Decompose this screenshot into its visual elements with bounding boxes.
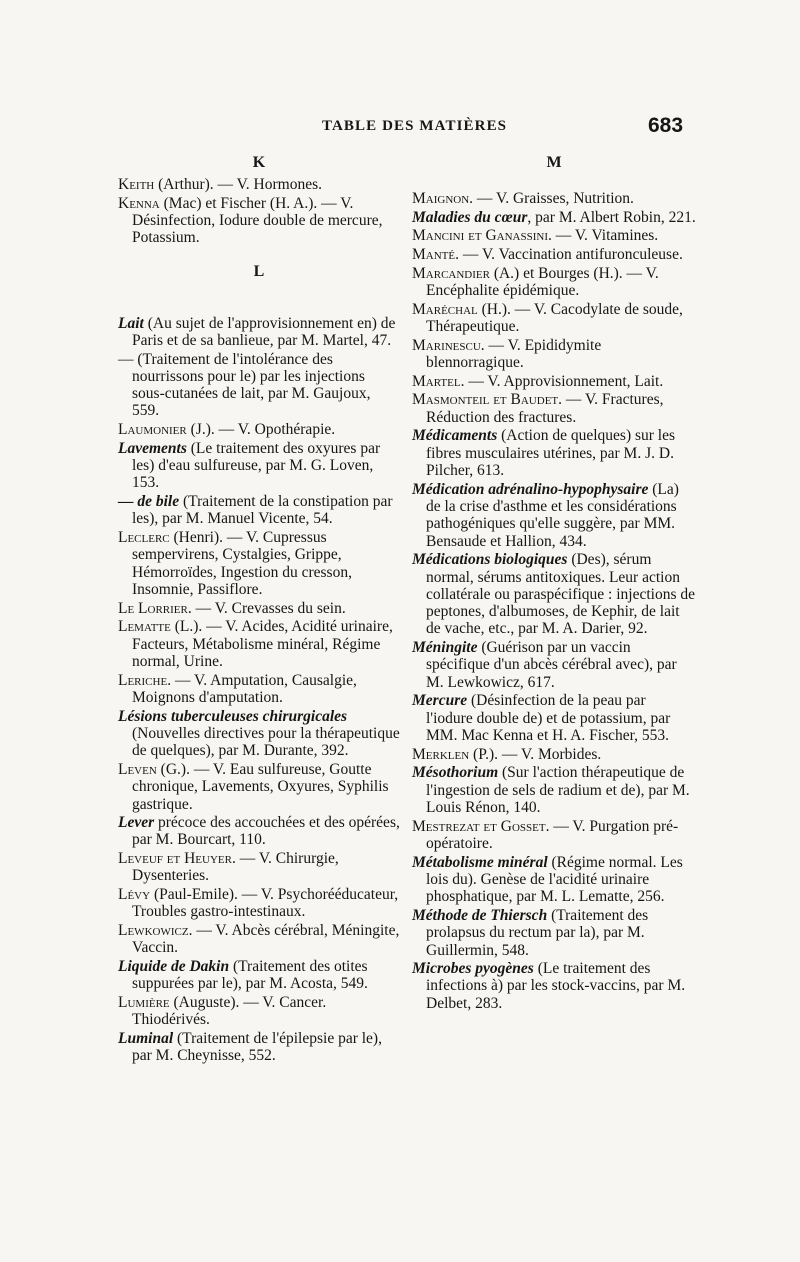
section-gap	[412, 176, 696, 190]
entry-text: . — V. Vitamines.	[548, 227, 659, 245]
entry-heading: Marinescu	[412, 336, 481, 354]
index-entry	[118, 176, 400, 193]
index-entry	[412, 373, 696, 390]
entry-text: (L.). — V. Acides, Acidité urinaire, Facteurs, Métabolisme minéral, Régime normal, Urine.	[132, 618, 393, 670]
index-entry	[118, 618, 400, 670]
section-letter-l: L	[253, 262, 265, 280]
entry-text: (Régime normal. Les lois du). Genèse de l'acidité urinaire phosphatique, par M. L. Lematte, 256.	[426, 853, 683, 906]
index-entry	[118, 195, 400, 247]
entry-heading: Mercure	[412, 692, 468, 710]
index-entry	[412, 854, 696, 906]
entry-heading: Liquide de Dakin	[118, 958, 230, 976]
entry-text: . — V. Approvisionnement, Lait.	[460, 372, 664, 390]
entry-text: (G.). — V. Eau sulfureuse, Goutte chronique, Lavements, Oxyures, Syphilis gastrique.	[132, 760, 389, 813]
entry-list-m	[412, 190, 696, 1012]
page-header	[0, 116, 800, 140]
entry-text: (A.) et Bourges (H.). — V. Encéphalite épidémique.	[426, 264, 659, 300]
entry-heading: Leriche	[118, 671, 168, 689]
index-entry	[118, 672, 400, 707]
entry-text: (J.). — V. Opothérapie.	[186, 421, 336, 439]
entry-heading: Keith	[118, 176, 155, 193]
index-entry	[118, 493, 400, 528]
index-entry	[118, 1030, 400, 1065]
entry-text: (La) de la crise d'asthme et les considérations pathogéniques qu'elle suggère, par MM. Bensaude et Hallion, 434.	[426, 480, 679, 550]
entry-text: (Henri). — V. Cupressus sempervirens, Cystalgies, Grippe, Hémorroïdes, Ingestion du cresson, Insomnie, Passiflore.	[132, 529, 352, 598]
entry-heading: Lewkowicz	[118, 922, 189, 940]
index-entry	[118, 315, 400, 350]
entry-text: (H.). — V. Cacodylate de soude, Thérapeutique.	[426, 300, 683, 336]
entry-text: . — V. Amputation, Causalgie, Moignons d'amputation.	[132, 671, 357, 706]
index-entry	[412, 337, 696, 372]
entry-heading: Luminal	[118, 1030, 174, 1048]
index-entry	[118, 529, 400, 598]
entry-heading: Mestrezat et Gosset	[412, 817, 546, 835]
entry-heading: Leveuf et Heuyer	[118, 850, 232, 868]
entry-heading: Laumonier	[118, 421, 187, 439]
section-letter-m: M	[546, 154, 562, 171]
index-entry	[412, 639, 696, 691]
entry-heading: Métabolisme minéral	[412, 853, 548, 871]
entry-heading: Leven	[118, 760, 157, 778]
entry-heading: Mésothorium	[412, 764, 499, 782]
index-entry	[118, 814, 400, 849]
index-entry	[118, 351, 400, 420]
entry-heading: Lésions tuberculeuses chirurgicales	[118, 707, 348, 725]
index-entry	[118, 440, 400, 492]
index-entry	[412, 265, 696, 300]
index-entry	[118, 958, 400, 993]
index-entry	[412, 246, 696, 263]
entry-heading: Médication adrénalino-hypophysaire	[412, 480, 649, 498]
entry-text: (Mac) et Fischer (H. A.). — V. Désinfection, Iodure double de mercure, Potassium.	[132, 194, 383, 247]
entry-heading: Martel	[412, 372, 461, 390]
entry-text: (Au sujet de l'approvisionnement en) de Paris et de sa banlieue, par M. Martel, 47.	[132, 314, 396, 349]
index-entry	[412, 391, 696, 426]
entry-text: (Traitement des otites suppurées par le), par M. Acosta, 549.	[132, 958, 368, 993]
index-entry	[118, 922, 400, 957]
entry-heading: Méthode de Thiersch	[412, 906, 548, 924]
entry-heading: Marcandier	[412, 264, 490, 282]
entry-text: . — V. Chirurgie, Dysenteries.	[132, 850, 339, 885]
running-title: TABLE DES MATIÈRES	[322, 118, 508, 134]
entry-heading: Médications biologiques	[412, 551, 568, 569]
index-entry	[412, 960, 696, 1012]
entry-heading: Lever	[118, 814, 155, 832]
page-number: 683	[648, 114, 684, 137]
entry-text: , par M. Albert Robin, 221.	[527, 208, 696, 226]
entry-text: (Traitement des prolapsus du rectum par la), par M. Guillermin, 548.	[426, 906, 649, 959]
entry-text: (Paul-Emile). — V. Psychorééducateur, Troubles gastro-intestinaux.	[132, 886, 399, 921]
entry-heading: Lait	[118, 314, 144, 332]
index-entry	[118, 421, 400, 438]
entry-text: (Guérison par un vaccin spécifique d'un abcès cérébral avec), par M. Lewkowicz, 617.	[426, 639, 677, 691]
left-column	[118, 150, 400, 1066]
index-entry	[412, 209, 696, 226]
index-entry	[118, 708, 400, 760]
entry-heading: Maladies du cœur	[412, 208, 528, 226]
section-gap	[118, 293, 400, 315]
entry-heading: Lumière	[118, 994, 170, 1012]
entry-heading: Microbes pyogènes	[412, 960, 534, 978]
index-entry	[412, 746, 696, 763]
entry-text: . — V. Abcès cérébral, Méningite, Vaccin.	[132, 922, 400, 957]
index-entry	[118, 600, 400, 617]
entry-heading: Mancini et Ganassini	[412, 227, 548, 245]
entry-text: . — V. Graisses, Nutrition.	[469, 190, 634, 207]
entry-text: (Traitement de l'épilepsie par le), par M. Cheynisse, 552.	[132, 1030, 382, 1065]
entry-text: (Sur l'action thérapeutique de l'ingestion de sels de radium et de), par M. Louis Rénon, 140.	[426, 764, 690, 816]
entry-text: . — V. Crevasses du sein.	[187, 599, 346, 617]
index-entry	[412, 227, 696, 244]
entry-heading: Méningite	[412, 639, 478, 657]
entry-list-l	[118, 315, 400, 1065]
index-entry	[412, 907, 696, 959]
entry-text: (Arthur). — V. Hormones.	[154, 176, 323, 193]
index-entry	[412, 692, 696, 744]
entry-list-k	[118, 176, 400, 247]
entry-heading: Médicaments	[412, 427, 498, 445]
entry-text: précoce des accouchées et des opérées, par M. Bourcart, 110.	[132, 814, 400, 849]
entry-text: (Traitement de la constipation par les), par M. Manuel Vicente, 54.	[132, 493, 393, 528]
entry-text: (Nouvelles directives pour la thérapeutique de quelques), par M. Durante, 392.	[132, 724, 400, 760]
index-entry	[412, 764, 696, 816]
entry-text: . — V. Vaccination antifuronculeuse.	[455, 246, 683, 264]
index-entry	[412, 481, 696, 550]
index-entry	[412, 551, 696, 637]
entry-text: . — V. Fractures, Réduction des fractures.	[426, 391, 664, 426]
entry-heading: — de bile	[118, 493, 180, 511]
entry-text: (Traitement de l'intolérance des nourrissons pour le) par les injections sous-cutanées de lait, par M. Gaujoux, 559.	[132, 350, 371, 420]
entry-heading: Maréchal	[412, 300, 478, 318]
entry-text: (Le traitement des infections à) par les stock-vaccins, par M. Delbet, 283.	[426, 960, 686, 1012]
entry-heading: Lematte	[118, 618, 171, 636]
entry-text: (Désinfection de la peau par l'iodure double de) et de potassium, par MM. Mac Kenna et H. A. Fischer, 553.	[426, 692, 671, 744]
index-entry	[412, 818, 696, 853]
index-entry	[118, 761, 400, 813]
entry-heading: Kenna	[118, 194, 160, 212]
index-entry	[412, 427, 696, 479]
entry-heading: Maignon	[412, 190, 470, 207]
index-entry	[412, 301, 696, 336]
index-entry	[118, 850, 400, 885]
entry-text: (P.). — V. Morbides.	[469, 745, 602, 763]
entry-text: . — V. Epididymite blennorragique.	[426, 336, 602, 372]
entry-heading: Merklen	[412, 745, 470, 763]
index-entry	[412, 190, 696, 207]
entry-heading: Masmonteil et Baudet	[412, 391, 559, 409]
entry-heading: Manté	[412, 246, 456, 264]
right-column	[412, 150, 696, 1013]
entry-heading: Lévy	[118, 886, 151, 904]
entry-text: (Action de quelques) sur les fibres musculaires utérines, par M. J. D. Pilcher, 613.	[426, 427, 676, 479]
entry-text: (Des), sérum normal, sérums antitoxiques. Leur action collatérale ou paraspécifique : injections de peptones, d'albumoses, de Kephir, de lait de vache, etc., par M. A. Darier, 92.	[426, 551, 695, 638]
entry-text: (Le traitement des oxyures par les) d'eau sulfureuse, par M. G. Loven, 153.	[132, 439, 381, 492]
section-letter-k: K	[252, 154, 266, 171]
entry-text: . — V. Purgation pré-opératoire.	[426, 817, 679, 852]
index-entry	[118, 994, 400, 1029]
entry-heading: Lavements	[118, 439, 187, 457]
index-entry	[118, 886, 400, 921]
entry-heading: Leclerc	[118, 529, 170, 547]
entry-heading: —	[118, 350, 134, 368]
entry-heading: Le Lorrier	[118, 599, 188, 617]
entry-text: (Auguste). — V. Cancer. Thiodérivés.	[132, 994, 327, 1029]
